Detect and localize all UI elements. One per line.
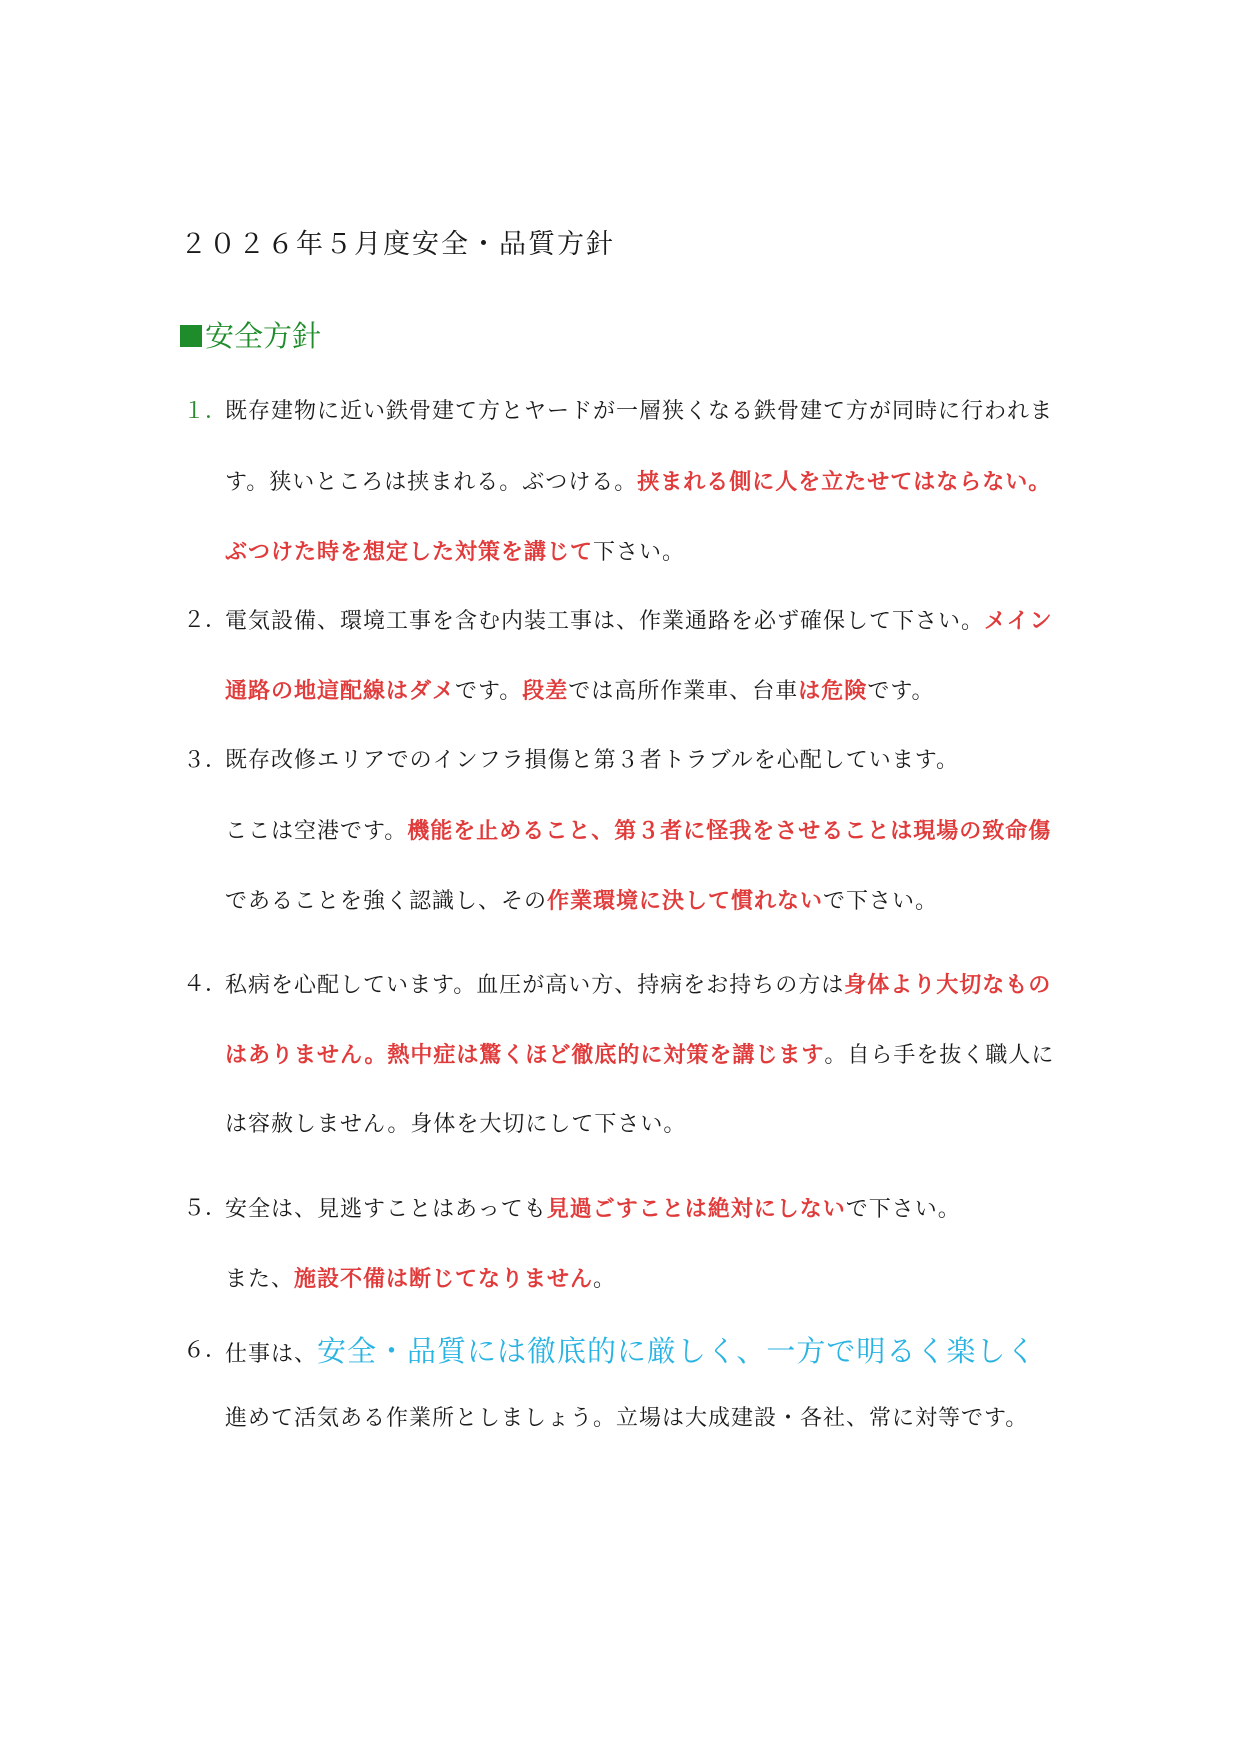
body-text: で下さい。 <box>845 1197 961 1222</box>
policy-item-line <box>225 746 959 776</box>
body-text: であることを強く認識し、その <box>225 889 548 914</box>
body-text: では高所作業車、台車 <box>568 679 799 704</box>
policy-item-line <box>225 397 1053 427</box>
policy-item-line <box>225 537 685 568</box>
policy-item-line <box>225 467 1051 498</box>
policy-item-line <box>225 970 1051 1001</box>
section-heading-label: 安全方針 <box>205 319 322 353</box>
policy-item-line <box>225 1040 1054 1071</box>
policy-item-line <box>225 1336 1036 1370</box>
emphasis-text: ぶつけた時を想定した対策を講じて <box>225 539 594 565</box>
emphasis-text: 機能を止めること、第３者に怪我をさせることは現場の致命傷 <box>407 818 1052 844</box>
emphasis-text: 身体より大切なもの <box>844 972 1052 998</box>
policy-item-line <box>225 1264 616 1295</box>
emphasis-text: 安全・品質には徹底的に厳しく、一方で明るく楽しく <box>317 1334 1037 1368</box>
body-text: 。 <box>593 1267 617 1292</box>
emphasis-text: 段差 <box>522 678 569 704</box>
policy-item-line <box>225 606 1053 637</box>
body-text: また、 <box>225 1267 295 1292</box>
policy-item-number: ６． <box>183 1338 228 1363</box>
body-text: は容赦しません。身体を大切にして下さい。 <box>225 1112 687 1137</box>
section-heading <box>180 314 321 355</box>
policy-item-number: １． <box>183 399 228 424</box>
policy-item-line <box>225 1404 1028 1434</box>
policy-item-line <box>225 676 935 707</box>
body-text: 安全は、見逃すことはあっても <box>225 1197 547 1222</box>
square-bullet-icon <box>180 325 202 347</box>
policy-item-line <box>225 1110 686 1140</box>
body-text: 。自ら手を抜く職人に <box>824 1043 1055 1068</box>
body-text: ここは空港です。 <box>225 819 408 844</box>
body-text: 進めて活気ある作業所としましょう。立場は大成建設・各社、常に対等です。 <box>225 1406 1029 1431</box>
policy-item-line <box>225 1194 961 1225</box>
policy-item-line <box>225 816 1051 847</box>
emphasis-text: 作業環境に決して慣れない <box>547 888 824 914</box>
emphasis-text: 通路の地這配線はダメ <box>225 678 456 704</box>
body-text: 既存建物に近い鉄骨建て方とヤードが一層狭くなる鉄骨建て方が同時に行われま <box>225 399 1054 424</box>
policy-item-line <box>225 886 938 917</box>
document-title: ２０２６年５月度安全・品質方針 <box>180 229 615 260</box>
body-text: 仕事は、 <box>225 1342 318 1367</box>
emphasis-text: 施設不備は断じてなりません <box>294 1266 594 1292</box>
policy-item-number: ３． <box>183 748 228 773</box>
body-text: です。 <box>455 679 523 704</box>
body-text: 既存改修エリアでのインフラ損傷と第３者トラブルを心配しています。 <box>225 748 960 773</box>
body-text: す。狭いところは挟まれる。ぶつける。 <box>225 470 638 495</box>
policy-item-number: ２． <box>183 608 228 633</box>
emphasis-text: 見過ごすことは絶対にしない <box>546 1196 846 1222</box>
emphasis-text: はありません。熱中症は驚くほど徹底的に対策を講じます <box>225 1042 825 1068</box>
body-text: 下さい。 <box>593 540 686 565</box>
body-text: 電気設備、環境工事を含む内装工事は、作業通路を必ず確保して下さい。 <box>225 609 985 634</box>
body-text: 私病を心配しています。血圧が高い方、持病をお持ちの方は <box>225 973 845 998</box>
emphasis-text: メイン <box>984 608 1053 634</box>
body-text: です。 <box>867 679 935 704</box>
policy-item-number: ４． <box>183 972 228 997</box>
emphasis-text: は危険 <box>798 678 868 704</box>
policy-item-number: ５． <box>183 1196 228 1221</box>
emphasis-text: 挟まれる側に人を立たせてはならない。 <box>637 469 1052 495</box>
body-text: で下さい。 <box>823 889 939 914</box>
